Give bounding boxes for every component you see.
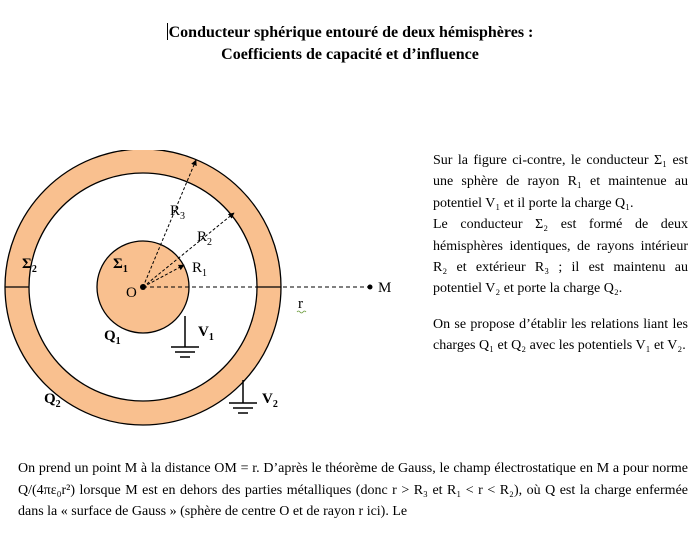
label-R3: $R_3$ <box>170 203 186 222</box>
side-paragraph-3: On se propose d’établir les relations liant les charges Q₁ et Q₂ avec les potentiels V₁ et V₂. <box>433 316 688 354</box>
label-M: M <box>378 280 392 296</box>
side-paragraph-1: Sur la figure ci-contre, le conducteur Σ₁ est une sphère de rayon R₁ et maintenue au potentiel V₁ et il porte la charge Q₁. <box>433 153 688 211</box>
label-r: r <box>298 296 303 312</box>
figure <box>0 150 425 440</box>
label-O: O <box>126 285 137 301</box>
label-R1: $R_1$ <box>192 260 208 279</box>
label-Q2: $Q_2$ <box>44 391 61 410</box>
label-Q1: $Q_1$ <box>104 328 121 347</box>
document-title <box>0 22 700 66</box>
label-sigma2: $\Sigma_2$ <box>22 256 37 275</box>
label-V1: $V_1$ <box>198 324 214 343</box>
bottom-paragraph <box>18 458 688 523</box>
label-V2: $V_2$ <box>262 391 278 410</box>
side-paragraph-2: Le conducteur Σ₂ est formé de deux hémisphères identiques, de rayons intérieur R₂ et extérieur R₃ ; il est maintenu au potentiel V₂ et porte la charge Q₂. <box>433 217 688 297</box>
title-line-1: Conducteur sphérique entouré de deux hémisphères : <box>168 24 534 41</box>
point-M <box>368 285 373 290</box>
side-paragraphs <box>433 150 688 357</box>
bottom-text: On prend un point M à la distance OM = r. D’après le théorème de Gauss, le champ électrostatique en M a pour norme Q/(4πε₀r²) lorsque M est en dehors des parties métalliques (donc r > R₃ et R₁ < r < R₂), où Q est la charge enfermée dans la « surface de Gauss » (sphère de centre O et de rayon r ici). Le <box>18 461 688 519</box>
label-R2: $R_2$ <box>197 229 213 248</box>
text-cursor <box>167 23 168 40</box>
title-line-2: Coefficients de capacité et d’influence <box>221 46 479 63</box>
label-sigma1: $\Sigma_1$ <box>113 256 128 275</box>
